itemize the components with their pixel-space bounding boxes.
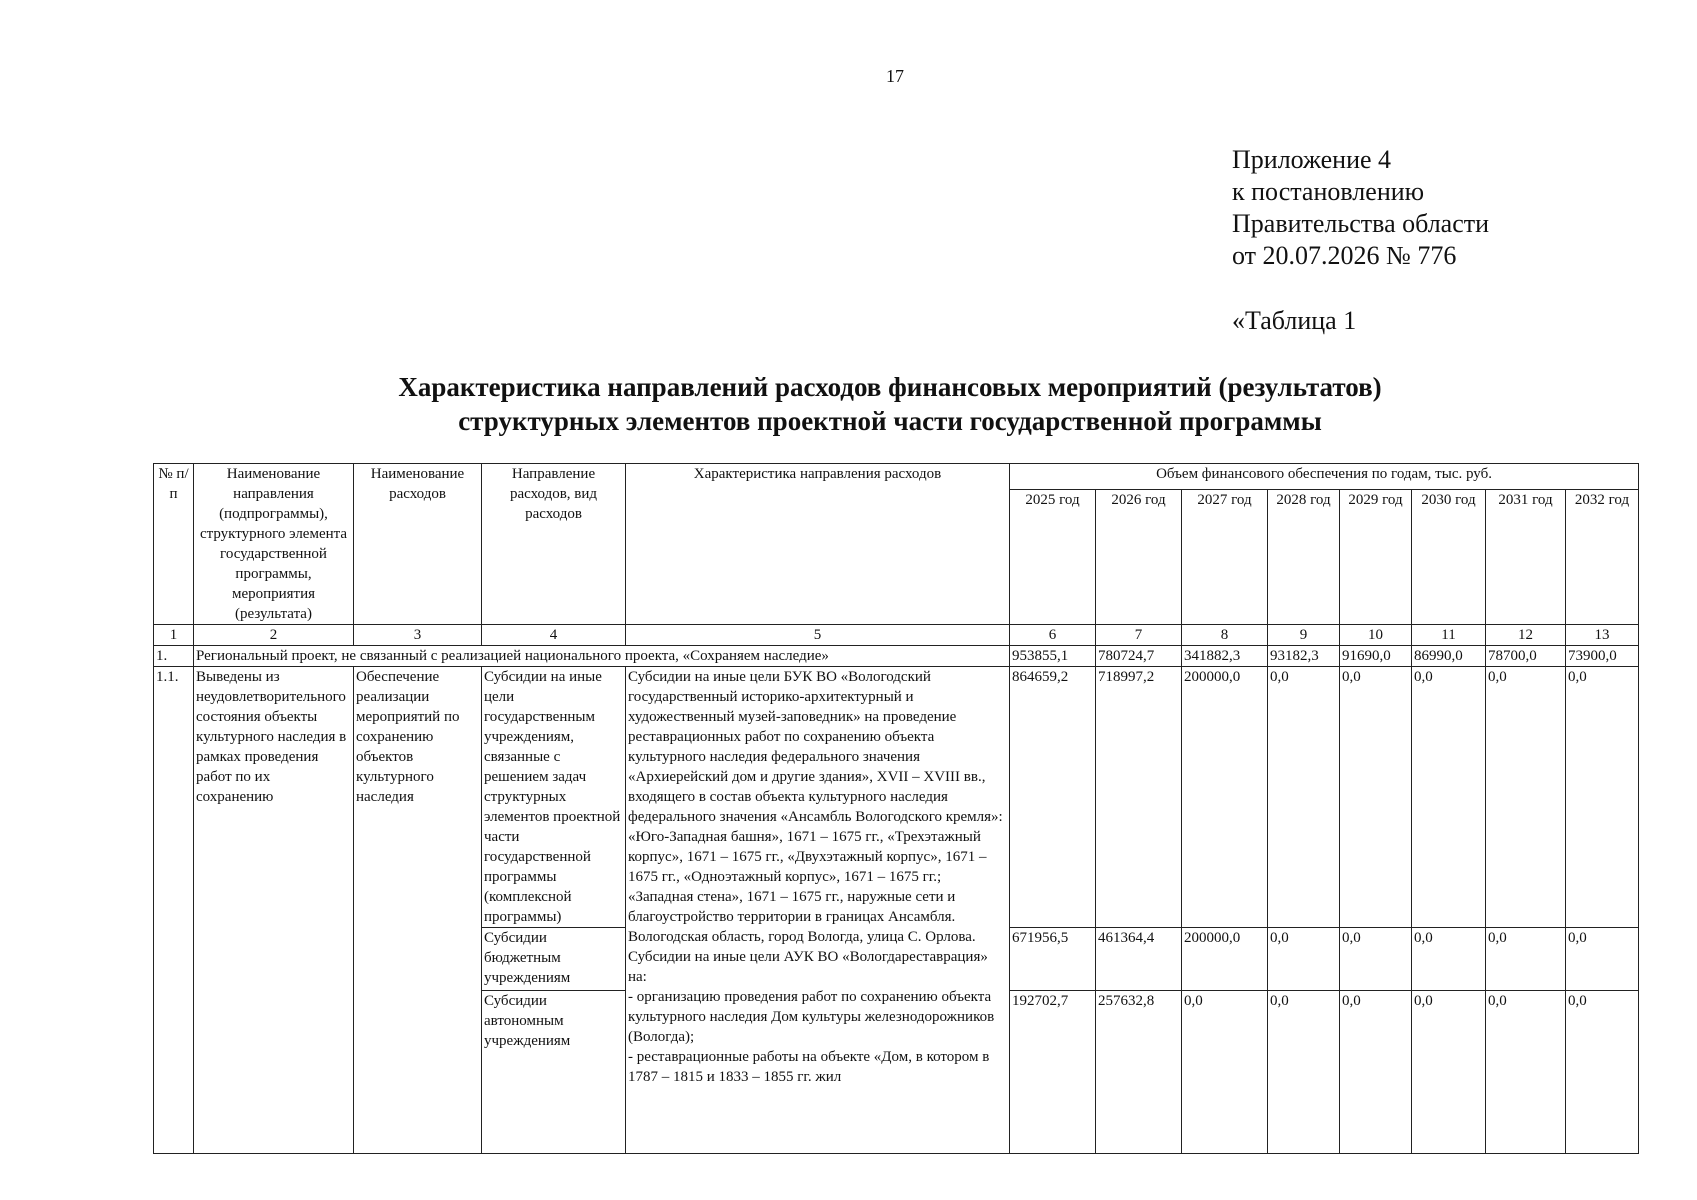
header-year: 2028 год [1268, 489, 1340, 624]
value-cell: 200000,0 [1182, 667, 1268, 928]
value-cell: 864659,2 [1010, 667, 1096, 928]
column-number: 13 [1566, 625, 1639, 646]
column-number: 7 [1096, 625, 1182, 646]
value-cell: 780724,7 [1096, 646, 1182, 667]
header-year: 2030 год [1412, 489, 1486, 624]
value-cell: 192702,7 [1010, 991, 1096, 1154]
value-cell: 671956,5 [1010, 928, 1096, 991]
header-row-1 [154, 464, 1639, 490]
header-year: 2032 год [1566, 489, 1639, 624]
value-cell: 0,0 [1268, 667, 1340, 928]
characteristic-text-1: Субсидии на иные цели БУК ВО «Вологодский государственный историко-архитектурный и художественный музей-заповедник» на проведение реставрационных работ по сохранению объекта культурного наследия федерального значения «Архиерейский дом и другие здания», XVII – XVIII вв., входящего в состав объекта культурного наследия федерального значения «Ансамбль Вологодского кремля»: «Юго-Западная башня», 1671 – 1675 гг., «Трехэтажный корпус», 1671 – 1675 гг., «Двухэтажный корпус», 1671 – 1675 гг., «Одноэтажный корпус», 1671 – 1675 гг.; «Западная стена», 1671 – 1675 гг., наружные сети и благоустройство территории в границах Ансамбля. Вологодская область, город Вологда, улица С. Орлова. [628, 669, 1003, 945]
table-label: «Таблица 1 [1232, 306, 1357, 335]
characteristic-text-2: Субсидии на иные цели АУК ВО «Вологдареставрация» на: [628, 949, 988, 985]
appendix-line-4: от 20.07.2026 № 776 [1232, 241, 1457, 270]
title-line-1: Характеристика направлений расходов финансовых мероприятий (результатов) [398, 372, 1382, 402]
value-cell: 0,0 [1340, 991, 1412, 1154]
characteristic-cell [626, 667, 1010, 1154]
table-row-1-1-a [154, 667, 1639, 928]
expenses-table [153, 463, 1639, 1154]
value-cell: 0,0 [1566, 991, 1639, 1154]
value-cell: 0,0 [1486, 928, 1566, 991]
value-cell: 0,0 [1412, 667, 1486, 928]
value-cell: 0,0 [1412, 991, 1486, 1154]
project-name: Региональный проект, не связанный с реализацией национального проекта, «Сохраняем наследие» [194, 646, 1010, 667]
value-cell: 73900,0 [1566, 646, 1639, 667]
value-cell: 0,0 [1268, 928, 1340, 991]
value-cell: 93182,3 [1268, 646, 1340, 667]
column-number: 10 [1340, 625, 1412, 646]
result-name: Выведены из неудовлетворительного состояния объекты культурного наследия в рамках проведения работ по их сохранению [194, 667, 354, 1154]
column-number: 11 [1412, 625, 1486, 646]
direction-cell: Субсидии на иные цели государственным учреждениям, связанные с решением задач структурных элементов проектной части государственной программы (комплексной программы) [482, 667, 626, 928]
value-cell: 341882,3 [1182, 646, 1268, 667]
column-number: 2 [194, 625, 354, 646]
header-volume: Объем финансового обеспечения по годам, тыс. руб. [1010, 464, 1639, 490]
expense-name: Обеспечение реализации мероприятий по сохранению объектов культурного наследия [354, 667, 482, 1154]
column-number: 3 [354, 625, 482, 646]
header-year: 2025 год [1010, 489, 1096, 624]
value-cell: 0,0 [1412, 928, 1486, 991]
appendix-line-2: к постановлению [1232, 177, 1425, 206]
value-cell: 718997,2 [1096, 667, 1182, 928]
header-expense: Наименование расходов [354, 464, 482, 625]
header-direction: Направление расходов, вид расходов [482, 464, 626, 625]
document-title [340, 370, 1440, 438]
value-cell: 0,0 [1268, 991, 1340, 1154]
column-number: 12 [1486, 625, 1566, 646]
value-cell: 86990,0 [1412, 646, 1486, 667]
value-cell: 0,0 [1566, 928, 1639, 991]
header-year: 2029 год [1340, 489, 1412, 624]
row-number: 1. [154, 646, 194, 667]
value-cell: 78700,0 [1486, 646, 1566, 667]
header-year: 2027 год [1182, 489, 1268, 624]
column-numbers-row [154, 625, 1639, 646]
header-num: № п/п [154, 464, 194, 625]
row-number: 1.1. [154, 667, 194, 1154]
value-cell: 0,0 [1486, 991, 1566, 1154]
direction-cell: Субсидии автономным учреждениям [482, 991, 626, 1154]
header-characteristic: Характеристика направления расходов [626, 464, 1010, 625]
characteristic-text-4: - реставрационные работы на объекте «Дом, в котором в 1787 – 1815 и 1833 – 1855 гг. жил [628, 1049, 990, 1085]
value-cell: 0,0 [1340, 928, 1412, 991]
column-number: 1 [154, 625, 194, 646]
value-cell: 953855,1 [1010, 646, 1096, 667]
value-cell: 0,0 [1182, 991, 1268, 1154]
appendix-line-3: Правительства области [1232, 209, 1490, 238]
column-number: 5 [626, 625, 1010, 646]
header-year: 2026 год [1096, 489, 1182, 624]
value-cell: 200000,0 [1182, 928, 1268, 991]
appendix-line-1: Приложение 4 [1232, 145, 1392, 174]
column-number: 8 [1182, 625, 1268, 646]
column-number: 9 [1268, 625, 1340, 646]
header-name: Наименование направления (подпрограммы), структурного элемента государственной программы, мероприятия (результата) [194, 464, 354, 625]
value-cell: 0,0 [1340, 667, 1412, 928]
value-cell: 91690,0 [1340, 646, 1412, 667]
value-cell: 461364,4 [1096, 928, 1182, 991]
title-line-2: структурных элементов проектной части государственной программы [458, 406, 1322, 436]
column-number: 6 [1010, 625, 1096, 646]
table-row-1 [154, 646, 1639, 667]
value-cell: 0,0 [1566, 667, 1639, 928]
header-year: 2031 год [1486, 489, 1566, 624]
value-cell: 257632,8 [1096, 991, 1182, 1154]
page-number: 17 [886, 66, 904, 86]
appendix-block [1232, 144, 1489, 272]
value-cell: 0,0 [1486, 667, 1566, 928]
direction-cell: Субсидии бюджетным учреждениям [482, 928, 626, 991]
characteristic-text-3: - организацию проведения работ по сохранению объекта культурного наследия Дом культуры железнодорожников (Вологда); [628, 989, 995, 1045]
column-number: 4 [482, 625, 626, 646]
